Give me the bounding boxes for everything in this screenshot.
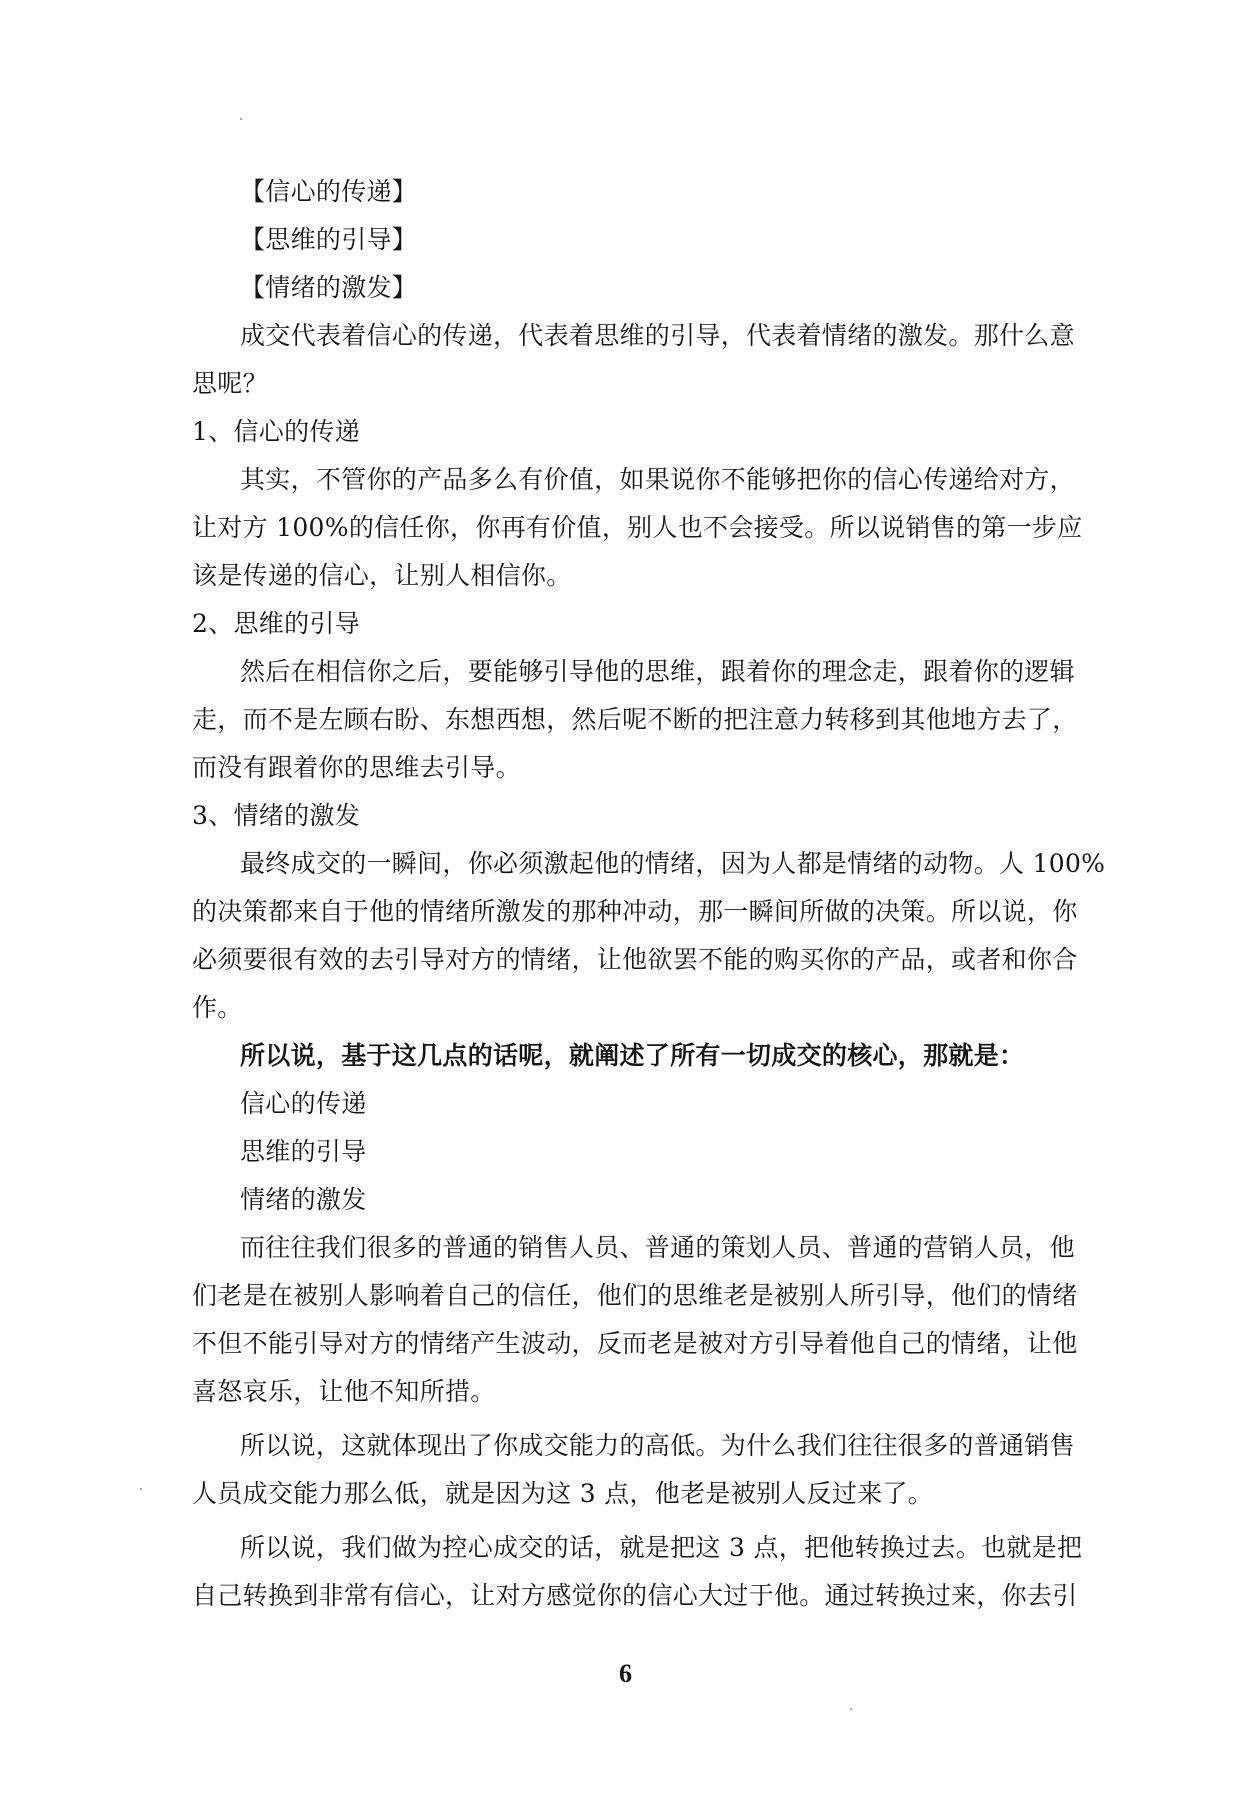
- text-line: 然后在相信你之后，要能够引导他的思维，跟着你的理念走，跟着你的逻辑: [240, 657, 1075, 686]
- scan-speck: [240, 118, 242, 120]
- text-line: 必须要很有效的去引导对方的情绪，让他欲罢不能的购买你的产品，或者和你合: [192, 945, 1078, 974]
- text-line: 【情绪的激发】: [240, 273, 418, 302]
- text-line: 该是传递的信心，让别人相信你。: [192, 561, 572, 590]
- page-number: 6: [619, 1659, 632, 1688]
- emphasis-line: 所以说，基于这几点的话呢，就阐述了所有一切成交的核心，那就是：: [240, 1041, 1025, 1070]
- text-line: 作。: [192, 993, 243, 1022]
- section-heading: 2、思维的引导: [192, 609, 361, 638]
- text-line: 的决策都来自于他的情绪所激发的那种冲动，那一瞬间所做的决策。所以说，你: [192, 897, 1078, 926]
- text-line: 所以说，这就体现出了你成交能力的高低。为什么我们往往很多的普通销售: [240, 1431, 1075, 1460]
- document-body: [192, 168, 1106, 1620]
- section-heading: 1、信心的传递: [192, 417, 361, 446]
- text-line: 所以说，我们做为控心成交的话，就是把这 3 点，把他转换过去。也就是把: [240, 1533, 1083, 1562]
- text-line: 自己转换到非常有信心，让对方感觉你的信心大过于他。通过转换过来，你去引: [192, 1581, 1078, 1610]
- text-line: 让对方 100%的信任你，你再有价值，别人也不会接受。所以说销售的第一步应: [192, 513, 1083, 542]
- section-heading: 3、情绪的激发: [192, 801, 361, 830]
- text-line: 们老是在被别人影响着自己的信任，他们的思维老是被别人所引导，他们的情绪: [192, 1281, 1078, 1310]
- scan-speck: [850, 1708, 852, 1710]
- text-line: 【思维的引导】: [240, 225, 418, 254]
- text-line: 信心的传递: [240, 1089, 367, 1118]
- text-line: 不但不能引导对方的情绪产生波动，反而老是被对方引导着他自己的情绪，让他: [192, 1329, 1078, 1358]
- text-line: 而没有跟着你的思维去引导。: [192, 753, 521, 782]
- text-line: 人员成交能力那么低，就是因为这 3 点，他老是被别人反过来了。: [192, 1479, 934, 1508]
- text-line: 思呢？: [192, 369, 268, 398]
- text-line: 成交代表着信心的传递，代表着思维的引导，代表着情绪的激发。那什么意: [240, 321, 1075, 350]
- text-line: 【信心的传递】: [240, 177, 418, 206]
- text-line: 思维的引导: [240, 1137, 367, 1166]
- text-line: 最终成交的一瞬间，你必须激起他的情绪，因为人都是情绪的动物。人 100%: [240, 849, 1106, 878]
- scan-speck: [140, 1488, 142, 1490]
- text-line: 而往往我们很多的普通的销售人员、普通的策划人员、普通的营销人员，他: [240, 1233, 1075, 1262]
- text-line: 其实，不管你的产品多么有价值，如果说你不能够把你的信心传递给对方，: [240, 465, 1075, 494]
- text-line: 喜怒哀乐，让他不知所措。: [192, 1377, 496, 1406]
- text-line: 情绪的激发: [240, 1185, 367, 1214]
- text-line: 走，而不是左顾右盼、东想西想，然后呢不断的把注意力转移到其他地方去了，: [192, 705, 1078, 734]
